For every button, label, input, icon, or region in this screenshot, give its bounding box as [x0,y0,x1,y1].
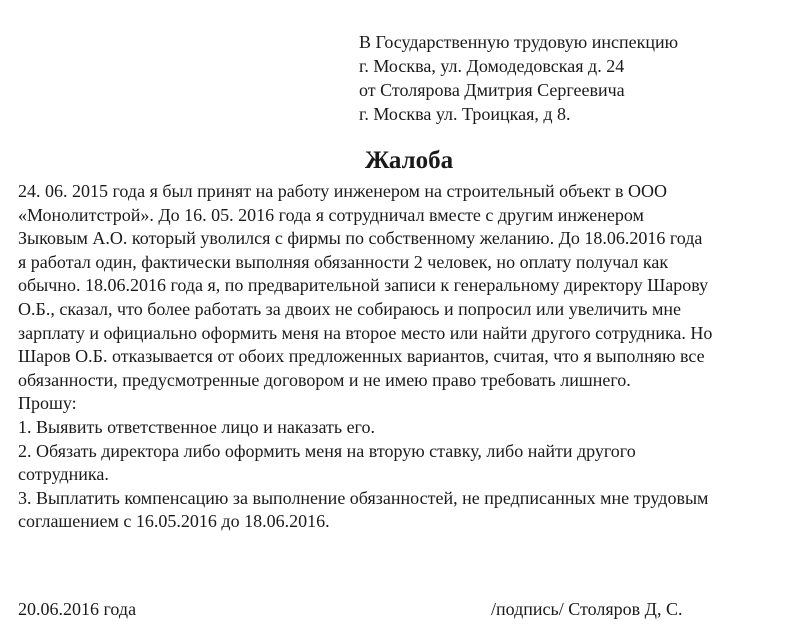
body-line: «Монолитстрой». До 16. 05. 2016 года я сотрудничал вместе с другим инженером [18,204,644,225]
recipient-line: В Государственную трудовую инспекцию [359,32,679,52]
request-item-2: 2. Обязать директора либо оформить меня на вторую ставку, либо найти другого [18,440,636,461]
body-line: О.Б., сказал, что более работать за двоих не собираюсь и попросил или увеличить мне [18,298,681,319]
body-line: Зыковым А.О. который уволился с фирмы по собственному желанию. До 18.06.2016 года [18,228,703,249]
body-line: обычно. 18.06.2016 года я, по предварительной записи к генеральному директору Шарову [18,275,709,296]
body-line: 24. 06. 2015 года я был принят на работу инженером на строительный объект в ООО [18,181,668,201]
request-heading: Прошу: [18,393,77,414]
request-item-1: 1. Выявить ответственное лицо и наказать его. [18,416,375,437]
body-line: зарплату и официально оформить меня на второе место или найти другого сотрудника. Но [18,322,713,343]
request-item-3-cont: соглашением с 16.05.2016 до 18.06.2016. [18,511,330,532]
body-line: я работал один, фактически выполняя обязанности 2 человек, но оплату получал как [18,251,669,272]
sender-line: от Столярова Дмитрия Сергеевича [359,80,625,100]
request-item-2-cont: сотрудника. [18,464,109,485]
recipient-line: г. Москва, ул. Домодедовская д. 24 [359,56,625,76]
request-item-3: 3. Выплатить компенсацию за выполнение обязанностей, не предписанных мне трудовым [18,487,709,508]
recipient-block [359,30,678,126]
document-date: 20.06.2016 года [18,599,137,619]
signature-line: /подпись/ Столяров Д, С. [491,599,683,619]
document-title: Жалоба [364,147,454,174]
sender-address-line: г. Москва ул. Троицкая, д 8. [359,104,571,124]
complaint-body [18,180,798,534]
body-line: Шаров О.Б. отказывается от обоих предложенных вариантов, считая, что я выполняю все [18,346,705,367]
body-line: обязанности, предусмотренные договором и не имею право требовать лишнего. [18,369,631,390]
